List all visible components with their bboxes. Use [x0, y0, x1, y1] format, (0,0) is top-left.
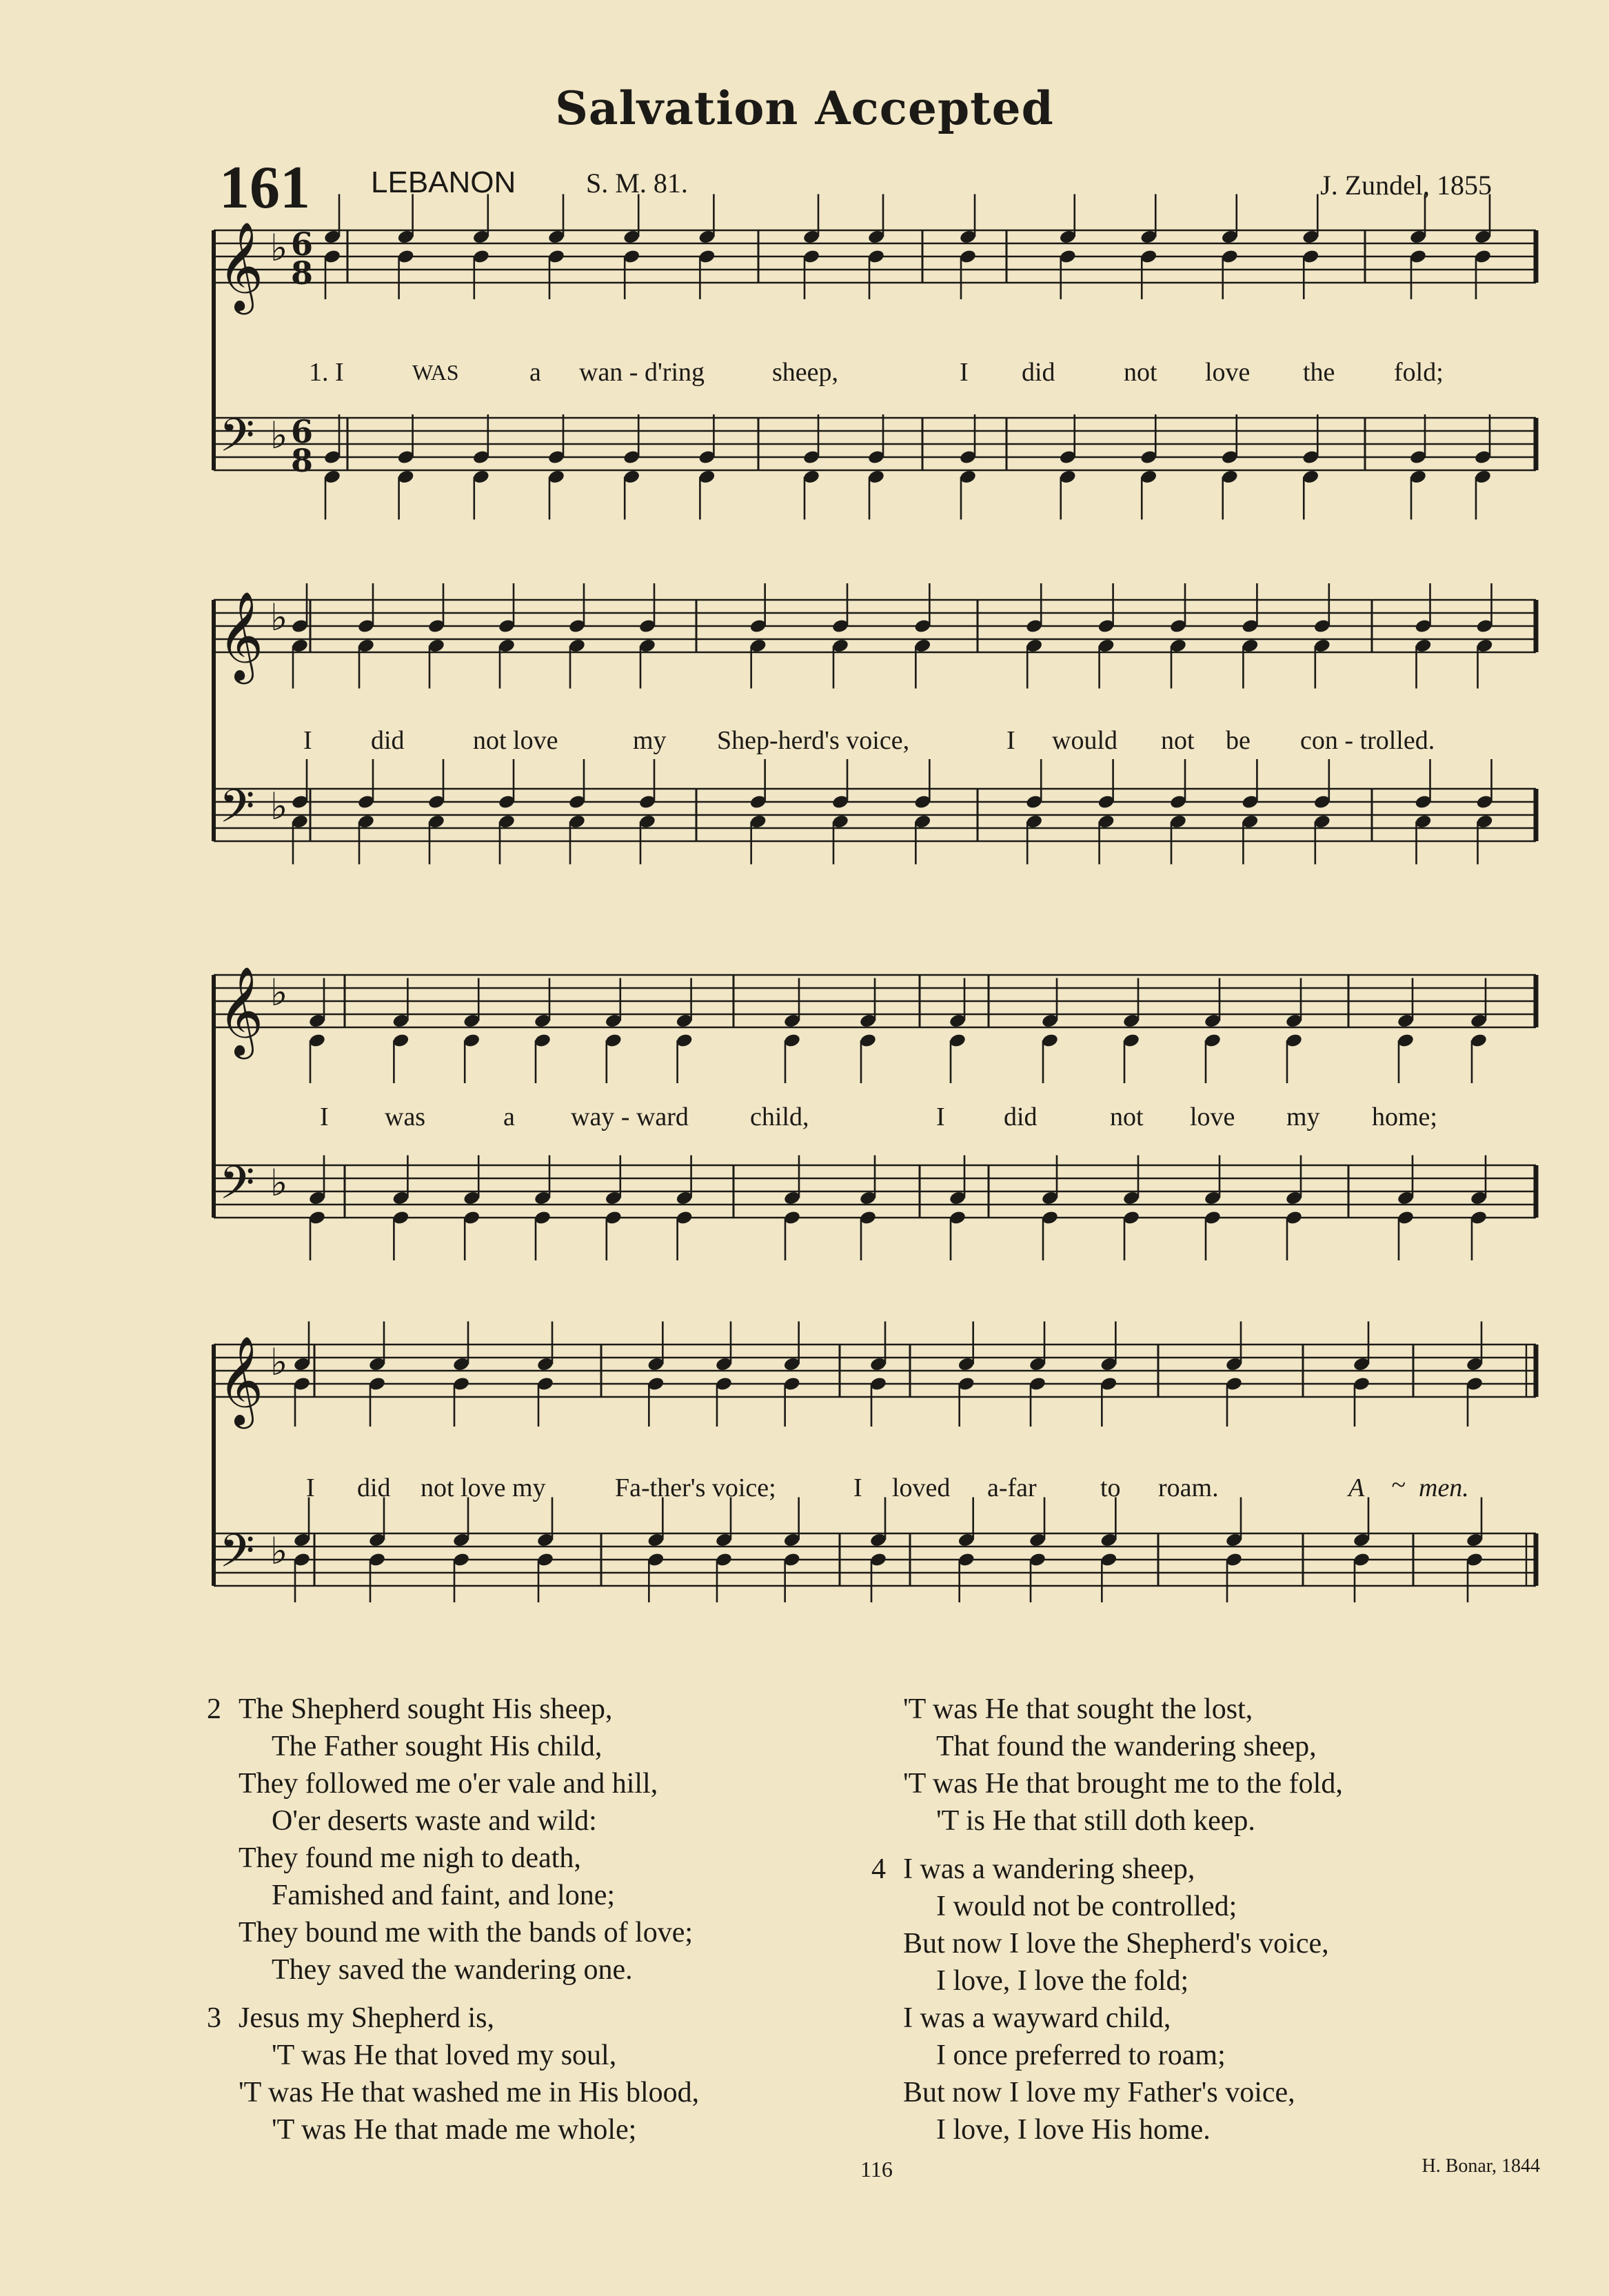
lyric-word: roam.: [1158, 1473, 1219, 1502]
lyric-word: love: [1190, 1102, 1235, 1131]
bass-clef: 𝄢: [219, 780, 255, 844]
verse-line: They followed me o'er vale and hill,: [239, 1768, 658, 1800]
verse-line: The Father sought His child,: [272, 1731, 603, 1762]
lyric-word: men.: [1419, 1473, 1469, 1502]
verse-line: I was a wayward child,: [903, 2002, 1171, 2034]
verse-line: 'T is He that still doth keep.: [936, 1805, 1255, 1837]
hymn-number: 161: [219, 154, 310, 221]
composer: J. Zundel, 1855: [1320, 170, 1492, 201]
flat-sign: ♭: [270, 226, 288, 270]
flat-sign: ♭: [270, 414, 288, 457]
treble-clef: 𝄞: [218, 966, 264, 1056]
verse-line: But now I love the Shepherd's voice,: [903, 1928, 1329, 1960]
lyric-word: would: [1052, 726, 1117, 755]
verse-line: The Shepherd sought His sheep,: [239, 1693, 613, 1725]
tune-name: LEBANON: [371, 165, 516, 199]
verse-number: 4: [871, 1853, 886, 1885]
lyric-word: I: [960, 358, 969, 387]
lyric-word: not: [1124, 358, 1157, 387]
verse-line: O'er deserts waste and wild:: [272, 1805, 597, 1837]
lyric-word: Fa-ther's voice;: [615, 1473, 776, 1502]
verse-line: I once preferred to roam;: [936, 2040, 1226, 2071]
lyric-word: my: [1286, 1102, 1320, 1131]
verse-line: 'T was He that brought me to the fold,: [903, 1768, 1343, 1800]
lyric-word: ~: [1391, 1471, 1406, 1500]
lyric-word: to: [1100, 1473, 1121, 1502]
lyric-word: was: [385, 1102, 426, 1131]
bass-clef: 𝄢: [219, 409, 255, 473]
lyric-word: 1. I: [309, 358, 344, 387]
verse-line: They bound me with the bands of love;: [239, 1917, 694, 1948]
verse-number: 2: [207, 1693, 221, 1725]
treble-clef: 𝄞: [218, 591, 264, 681]
verse-line: I love, I love His home.: [936, 2114, 1211, 2146]
lyric-word: my: [633, 726, 667, 755]
lyric-word: child,: [750, 1102, 809, 1131]
treble-clef: 𝄞: [218, 1336, 264, 1425]
lyric-word: home;: [1372, 1102, 1437, 1131]
lyric-word: loved: [892, 1473, 951, 1502]
verse-line: But now I love my Father's voice,: [903, 2077, 1295, 2108]
lyric-word: a: [529, 358, 541, 387]
verse-line: They saved the wandering one.: [272, 1954, 633, 1986]
flat-sign: ♭: [270, 1161, 288, 1205]
verse-line: Famished and faint, and lone;: [272, 1880, 616, 1911]
lyric-word: not love my: [421, 1473, 546, 1502]
author-credit: H. Bonar, 1844: [1421, 2155, 1540, 2177]
verse-line: I was a wandering sheep,: [903, 1853, 1195, 1885]
verse-line: I love, I love the fold;: [936, 1965, 1189, 1997]
lyric-word: not: [1110, 1102, 1144, 1131]
flat-sign: ♭: [270, 971, 288, 1014]
lyric-word: con - trolled.: [1300, 726, 1435, 755]
time-signature-bottom: 8: [291, 442, 314, 479]
verse-3-cont: [871, 1691, 1343, 1840]
lyric-word: WAS: [412, 360, 459, 385]
lyric-word: love: [1205, 358, 1251, 387]
bass-clef: 𝄢: [219, 1156, 255, 1220]
lyric-word: way - ward: [571, 1102, 689, 1131]
verse-3: [207, 2000, 699, 2148]
lyric-word: be: [1226, 726, 1251, 755]
verses-left: [207, 1691, 699, 2159]
lyric-word: a-far: [987, 1473, 1037, 1502]
flat-sign: ♭: [270, 1529, 288, 1573]
lyric-word: wan - d'ring: [579, 358, 705, 387]
page-title: Salvation Accepted: [555, 81, 1054, 135]
lyric-word: did: [1022, 358, 1055, 387]
lyric-word: did: [1004, 1102, 1038, 1131]
meter: S. M. 81.: [586, 168, 688, 199]
verse-line: I would not be controlled;: [936, 1891, 1237, 1922]
verse-line: 'T was He that sought the lost,: [903, 1693, 1253, 1725]
lyric-word: not love: [473, 726, 558, 755]
verse-line: 'T was He that made me whole;: [272, 2114, 637, 2146]
lyric-word: did: [357, 1473, 391, 1502]
treble-clef: 𝄞: [218, 221, 264, 311]
lyric-word: the: [1303, 358, 1335, 387]
verses-right: [871, 1691, 1343, 2159]
lyric-word: I: [853, 1473, 862, 1502]
verse-line: 'T was He that washed me in His blood,: [239, 2077, 700, 2108]
lyric-word: I: [306, 1473, 315, 1502]
verse-line: Jesus my Shepherd is,: [239, 2002, 494, 2034]
verse-number: 3: [207, 2002, 221, 2034]
lyric-word: sheep,: [772, 358, 839, 387]
time-signature-top: 6: [291, 225, 314, 263]
verse-line: They found me nigh to death,: [239, 1842, 581, 1874]
flat-sign: ♭: [270, 785, 288, 828]
bass-clef: 𝄢: [219, 1524, 255, 1589]
verse-2: [207, 1691, 699, 1988]
lyric-word: not: [1161, 726, 1195, 755]
lyric-word: I: [303, 726, 312, 755]
lyric-word: Shep-herd's voice,: [717, 726, 910, 755]
time-signature-bottom: 8: [291, 254, 314, 292]
lyric-word: I: [320, 1102, 329, 1131]
lyric-word: a: [503, 1102, 515, 1131]
lyric-word: fold;: [1394, 358, 1444, 387]
page-number: 116: [860, 2157, 893, 2182]
lyric-word: I: [936, 1102, 945, 1131]
verse-line: 'T was He that loved my soul,: [272, 2040, 617, 2071]
lyric-word: I: [1006, 726, 1015, 755]
verse-4: [871, 1851, 1343, 2148]
time-signature-top: 6: [291, 413, 314, 450]
flat-sign: ♭: [270, 596, 288, 639]
verse-line: That found the wandering sheep,: [936, 1731, 1317, 1762]
lyric-word: did: [371, 726, 405, 755]
flat-sign: ♭: [270, 1340, 288, 1384]
lyric-word: A: [1348, 1473, 1365, 1502]
